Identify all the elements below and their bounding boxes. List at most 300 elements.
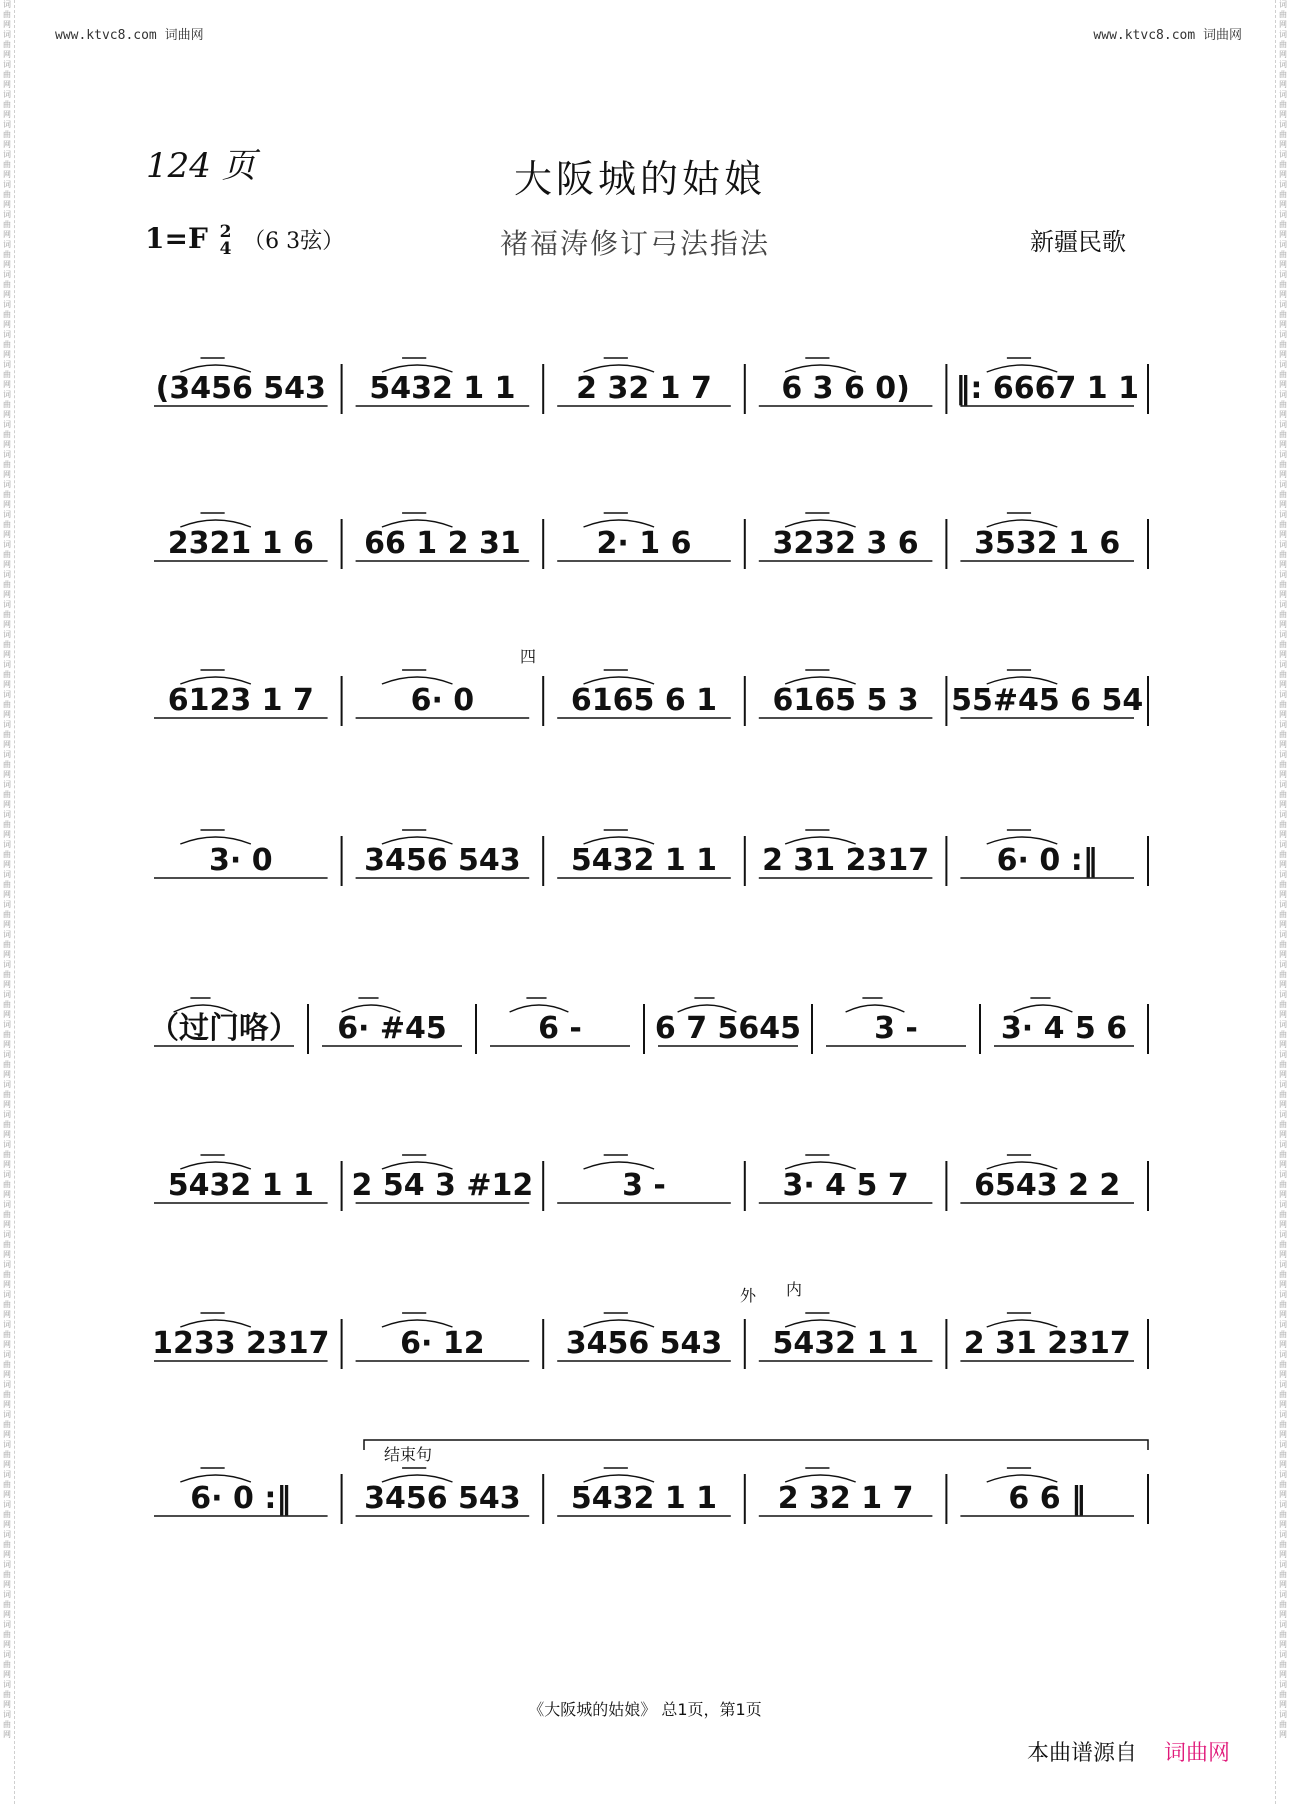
stave-line xyxy=(0,772,1290,902)
watermark-char: 曲 xyxy=(3,520,11,529)
watermark-char: 网 xyxy=(1279,50,1287,59)
watermark-char: 词 xyxy=(1279,120,1287,129)
watermark-char: 词 xyxy=(1279,1620,1287,1629)
watermark-char: 词 xyxy=(1279,1680,1287,1689)
watermark-char: 词 xyxy=(3,0,11,9)
measure-text: 2321 1 6 xyxy=(167,526,314,561)
watermark-char: 词 xyxy=(3,690,11,699)
source-label: 本曲谱源自 xyxy=(1026,1741,1137,1766)
watermark-char: 曲 xyxy=(1279,610,1287,619)
watermark-char: 词 xyxy=(3,1590,11,1599)
watermark-char: 词 xyxy=(3,1620,11,1629)
watermark-char: 词 xyxy=(3,1380,11,1389)
watermark-char: 词 xyxy=(3,900,11,909)
watermark-char: 曲 xyxy=(1279,730,1287,739)
watermark-char: 网 xyxy=(1279,200,1287,209)
watermark-char: 曲 xyxy=(3,490,11,499)
watermark-char: 网 xyxy=(3,1010,11,1019)
measure-text: 3 - xyxy=(874,1011,918,1046)
measure-text: 2 31 2317 xyxy=(963,1326,1131,1361)
measure-text: 6 - xyxy=(538,1011,582,1046)
watermark-char: 词 xyxy=(1279,210,1287,219)
watermark-char: 词 xyxy=(3,1020,11,1029)
watermark-char: 曲 xyxy=(1279,460,1287,469)
measure-text: 3· 0 xyxy=(209,843,273,878)
measure-text: 5432 1 1 xyxy=(570,843,718,878)
watermark-char: 词 xyxy=(3,1230,11,1239)
watermark-char: 曲 xyxy=(3,220,11,229)
watermark-char: 网 xyxy=(1279,380,1287,389)
watermark-char: 网 xyxy=(3,890,11,899)
measure-text: 3· 4 5 7 xyxy=(782,1168,909,1203)
watermark-char: 网 xyxy=(3,1220,11,1229)
watermark-char: 词 xyxy=(3,600,11,609)
watermark-char: 曲 xyxy=(1279,1120,1287,1129)
watermark-char: 词 xyxy=(3,1200,11,1209)
watermark-char: 曲 xyxy=(1279,910,1287,919)
watermark-char: 曲 xyxy=(1279,700,1287,709)
watermark-char: 词 xyxy=(1279,0,1287,9)
watermark-char: 词 xyxy=(3,1140,11,1149)
watermark-char: 网 xyxy=(1279,1490,1287,1499)
watermark-char: 曲 xyxy=(3,550,11,559)
watermark-char: 曲 xyxy=(1279,1210,1287,1219)
watermark-char: 词 xyxy=(1279,60,1287,69)
watermark-char: 词 xyxy=(1279,270,1287,279)
watermark-char: 网 xyxy=(1279,500,1287,509)
watermark-char: 词 xyxy=(1279,720,1287,729)
measure-text: 3232 3 6 xyxy=(772,526,919,561)
watermark-char: 词 xyxy=(3,570,11,579)
watermark-char: 曲 xyxy=(1279,1240,1287,1249)
watermark-char: 网 xyxy=(1279,1580,1287,1589)
watermark-char: 网 xyxy=(3,1610,11,1619)
watermark-char: 词 xyxy=(1279,960,1287,969)
watermark-char: 网 xyxy=(1279,710,1287,719)
stave-svg xyxy=(0,772,1290,902)
watermark-char: 词 xyxy=(3,30,11,39)
watermark-char: 曲 xyxy=(1279,1360,1287,1369)
watermark-char: 网 xyxy=(1279,80,1287,89)
watermark-char: 网 xyxy=(1279,1340,1287,1349)
watermark-char: 网 xyxy=(3,320,11,329)
watermark-char: 词 xyxy=(3,540,11,549)
watermark-char: 网 xyxy=(3,470,11,479)
watermark-char: 词 xyxy=(1279,990,1287,999)
watermark-char: 网 xyxy=(1279,1130,1287,1139)
watermark-char: 曲 xyxy=(3,1390,11,1399)
watermark-char: 网 xyxy=(3,1730,11,1739)
watermark-char: 网 xyxy=(3,1130,11,1139)
watermark-char: 词 xyxy=(3,1260,11,1269)
watermark-char: 网 xyxy=(1279,1370,1287,1379)
measure-text: 6165 5 3 xyxy=(772,683,919,718)
watermark-char: 曲 xyxy=(1279,1390,1287,1399)
watermark-char: 曲 xyxy=(3,790,11,799)
watermark-char: 网 xyxy=(3,80,11,89)
watermark-char: 词 xyxy=(1279,1140,1287,1149)
watermark-char: 曲 xyxy=(3,640,11,649)
watermark-char: 网 xyxy=(1279,350,1287,359)
watermark-char: 词 xyxy=(3,720,11,729)
watermark-char: 词 xyxy=(3,1410,11,1419)
watermark-char: 词 xyxy=(1279,810,1287,819)
watermark-char: 词 xyxy=(3,1170,11,1179)
measure-text: 55#45 6 54 xyxy=(951,683,1144,718)
watermark-char: 词 xyxy=(1279,30,1287,39)
watermark-char: 曲 xyxy=(1279,1510,1287,1519)
page-number: 124 页 xyxy=(146,146,256,186)
watermark-char: 网 xyxy=(3,1460,11,1469)
watermark-char: 曲 xyxy=(1279,850,1287,859)
watermark-char: 网 xyxy=(1279,170,1287,179)
watermark-char: 网 xyxy=(1279,740,1287,749)
watermark-char: 词 xyxy=(1279,930,1287,939)
watermark-char: 网 xyxy=(1279,290,1287,299)
watermark-char: 词 xyxy=(3,1320,11,1329)
watermark-char: 曲 xyxy=(3,1090,11,1099)
watermark-char: 网 xyxy=(3,350,11,359)
watermark-char: 词 xyxy=(1279,1110,1287,1119)
watermark-char: 词 xyxy=(3,1470,11,1479)
watermark-char: 词 xyxy=(3,1530,11,1539)
measure-text: （过门咯） xyxy=(149,1011,299,1046)
measure-text: 66 1 2 31 xyxy=(364,526,521,561)
watermark-char: 曲 xyxy=(3,1540,11,1549)
measure-text: 3456 543 xyxy=(364,843,521,878)
watermark-char: 词 xyxy=(3,840,11,849)
fourth-position-mark: 四 xyxy=(520,647,537,666)
watermark-char: 词 xyxy=(1279,1500,1287,1509)
watermark-char: 网 xyxy=(3,1190,11,1199)
genre-credit: 新疆民歌 xyxy=(1030,228,1126,256)
measure-text: 6 6 ‖ xyxy=(1008,1481,1087,1516)
watermark-char: 网 xyxy=(1279,650,1287,659)
measure-text: ‖: 6667 1 1 xyxy=(955,371,1139,406)
watermark-char: 词 xyxy=(1279,540,1287,549)
stave-svg xyxy=(0,1410,1290,1540)
watermark-char: 曲 xyxy=(1279,970,1287,979)
watermark-char: 网 xyxy=(3,1490,11,1499)
watermark-char: 词 xyxy=(1279,1200,1287,1209)
stave-line xyxy=(0,1097,1290,1227)
watermark-char: 曲 xyxy=(1279,370,1287,379)
stave-svg xyxy=(0,455,1290,585)
watermark-char: 曲 xyxy=(3,850,11,859)
watermark-char: 词 xyxy=(3,120,11,129)
watermark-char: 曲 xyxy=(3,1300,11,1309)
watermark-char: 词 xyxy=(1279,870,1287,879)
watermark-char: 网 xyxy=(1279,20,1287,29)
watermark-char: 词 xyxy=(1279,1320,1287,1329)
watermark-char: 词 xyxy=(3,1650,11,1659)
watermark-char: 曲 xyxy=(3,1120,11,1129)
watermark-char: 词 xyxy=(1279,900,1287,909)
watermark-char: 网 xyxy=(3,500,11,509)
watermark-char: 词 xyxy=(3,180,11,189)
watermark-char: 曲 xyxy=(3,1000,11,1009)
watermark-char: 网 xyxy=(3,1670,11,1679)
watermark-char: 曲 xyxy=(3,340,11,349)
watermark-char: 词 xyxy=(1279,1560,1287,1569)
watermark-char: 曲 xyxy=(3,310,11,319)
stave-line xyxy=(0,300,1290,430)
watermark-char: 曲 xyxy=(1279,760,1287,769)
measure-text: 2 31 2317 xyxy=(762,843,930,878)
watermark-char: 网 xyxy=(3,1070,11,1079)
watermark-char: 词 xyxy=(1279,300,1287,309)
watermark-char: 网 xyxy=(1279,140,1287,149)
watermark-char: 曲 xyxy=(3,460,11,469)
stave-svg xyxy=(0,1097,1290,1227)
watermark-char: 网 xyxy=(1279,230,1287,239)
watermark-char: 网 xyxy=(3,530,11,539)
watermark-char: 曲 xyxy=(1279,820,1287,829)
watermark-char: 曲 xyxy=(1279,640,1287,649)
watermark-char: 词 xyxy=(1279,510,1287,519)
watermark-char: 词 xyxy=(3,750,11,759)
watermark-char: 曲 xyxy=(1279,1570,1287,1579)
watermark-char: 词 xyxy=(1279,630,1287,639)
watermark-char: 网 xyxy=(1279,620,1287,629)
watermark-char: 网 xyxy=(1279,1310,1287,1319)
watermark-char: 曲 xyxy=(1279,40,1287,49)
watermark-char: 曲 xyxy=(1279,310,1287,319)
watermark-char: 曲 xyxy=(1279,1660,1287,1669)
watermark-char: 网 xyxy=(1279,1190,1287,1199)
watermark-char: 词 xyxy=(1279,330,1287,339)
watermark-char: 曲 xyxy=(3,70,11,79)
measure-text: (3456 543 xyxy=(155,371,326,406)
watermark-char: 词 xyxy=(1279,600,1287,609)
watermark-char: 词 xyxy=(1279,1470,1287,1479)
footer-page-info: 《大阪城的姑娘》 总1页，第1页 xyxy=(528,1700,762,1719)
watermark-char: 词 xyxy=(1279,360,1287,369)
measure-text: 3· 4 5 6 xyxy=(1000,1011,1128,1046)
watermark-char: 词 xyxy=(3,150,11,159)
watermark-char: 词 xyxy=(3,450,11,459)
watermark-char: 网 xyxy=(1279,1460,1287,1469)
watermark-char: 词 xyxy=(3,780,11,789)
watermark-char: 词 xyxy=(3,1440,11,1449)
measure-text: 3 - xyxy=(622,1168,666,1203)
measure-text: 6· 0 :‖ xyxy=(190,1481,292,1516)
watermark-char: 词 xyxy=(3,1290,11,1299)
watermark-char: 曲 xyxy=(1279,190,1287,199)
watermark-char: 词 xyxy=(1279,390,1287,399)
watermark-char: 曲 xyxy=(1279,1720,1287,1729)
measure-text: 6123 1 7 xyxy=(167,683,314,718)
watermark-char: 曲 xyxy=(1279,1180,1287,1189)
watermark-char: 曲 xyxy=(1279,250,1287,259)
watermark-char: 曲 xyxy=(1279,130,1287,139)
watermark-char: 曲 xyxy=(3,160,11,169)
watermark-char: 曲 xyxy=(3,1480,11,1489)
watermark-char: 词 xyxy=(3,270,11,279)
watermark-char: 曲 xyxy=(1279,1330,1287,1339)
watermark-char: 曲 xyxy=(1279,160,1287,169)
watermark-char: 曲 xyxy=(3,820,11,829)
watermark-char: 词 xyxy=(3,1560,11,1569)
watermark-char: 曲 xyxy=(3,1630,11,1639)
watermark-char: 网 xyxy=(3,710,11,719)
watermark-char: 词 xyxy=(3,1500,11,1509)
watermark-char: 曲 xyxy=(3,190,11,199)
watermark-char: 曲 xyxy=(3,880,11,889)
watermark-char: 曲 xyxy=(1279,340,1287,349)
watermark-char: 曲 xyxy=(1279,1030,1287,1039)
watermark-char: 词 xyxy=(1279,1380,1287,1389)
watermark-char: 曲 xyxy=(1279,1600,1287,1609)
watermark-char: 网 xyxy=(3,170,11,179)
watermark-char: 曲 xyxy=(1279,220,1287,229)
watermark-char: 词 xyxy=(3,210,11,219)
key-signature xyxy=(145,222,344,258)
measure-text: 3456 543 xyxy=(364,1481,521,1516)
watermark-char: 曲 xyxy=(3,1030,11,1039)
watermark-char: 曲 xyxy=(3,1150,11,1159)
measure-text: 6· 12 xyxy=(400,1326,485,1361)
watermark-char: 曲 xyxy=(1279,70,1287,79)
watermark-char: 网 xyxy=(1279,590,1287,599)
stave-line xyxy=(0,1410,1290,1540)
watermark-char: 词 xyxy=(3,480,11,489)
watermark-char: 曲 xyxy=(3,100,11,109)
watermark-char: 网 xyxy=(3,1100,11,1109)
watermark-char: 词 xyxy=(1279,420,1287,429)
watermark-char: 网 xyxy=(3,1310,11,1319)
watermark-char: 词 xyxy=(3,960,11,969)
measure-text: 6543 2 2 xyxy=(974,1168,1121,1203)
measure-text: 6· 0 :‖ xyxy=(996,843,1098,878)
watermark-char: 曲 xyxy=(1279,400,1287,409)
watermark-char: 网 xyxy=(3,1280,11,1289)
watermark-char: 网 xyxy=(1279,980,1287,989)
watermark-char: 曲 xyxy=(3,1240,11,1249)
watermark-char: 网 xyxy=(1279,1430,1287,1439)
watermark-char: 网 xyxy=(1279,410,1287,419)
watermark-char: 网 xyxy=(3,200,11,209)
watermark-char: 曲 xyxy=(1279,10,1287,19)
watermark-char: 网 xyxy=(1279,260,1287,269)
watermark-char: 曲 xyxy=(3,580,11,589)
watermark-char: 词 xyxy=(3,390,11,399)
watermark-char: 词 xyxy=(3,360,11,369)
stave-line xyxy=(0,612,1290,742)
watermark-char: 曲 xyxy=(3,730,11,739)
watermark-char: 词 xyxy=(1279,480,1287,489)
watermark-char: 词 xyxy=(1279,240,1287,249)
stave-svg xyxy=(0,300,1290,430)
watermark-char: 网 xyxy=(1279,890,1287,899)
watermark-char: 网 xyxy=(1279,1610,1287,1619)
watermark-char: 曲 xyxy=(1279,490,1287,499)
watermark-char: 曲 xyxy=(3,430,11,439)
site-header-right[interactable]: www.ktvc8.com 词曲网 xyxy=(1093,28,1242,43)
watermark-char: 词 xyxy=(1279,150,1287,159)
watermark-char: 曲 xyxy=(3,1660,11,1669)
watermark-char: 曲 xyxy=(3,1510,11,1519)
watermark-char: 网 xyxy=(1279,1670,1287,1679)
watermark-char: 曲 xyxy=(3,700,11,709)
watermark-char: 网 xyxy=(1279,770,1287,779)
watermark-char: 词 xyxy=(1279,1020,1287,1029)
source-credit xyxy=(1027,1736,1230,1767)
watermark-char: 词 xyxy=(1279,1170,1287,1179)
watermark-char: 词 xyxy=(1279,90,1287,99)
watermark-char: 词 xyxy=(3,810,11,819)
watermark-char: 词 xyxy=(1279,1650,1287,1659)
watermark-char: 网 xyxy=(1279,560,1287,569)
watermark-char: 网 xyxy=(3,590,11,599)
watermark-char: 曲 xyxy=(3,1570,11,1579)
watermark-char: 曲 xyxy=(1279,1630,1287,1639)
watermark-char: 词 xyxy=(3,660,11,669)
watermark-char: 词 xyxy=(3,420,11,429)
watermark-char: 曲 xyxy=(1279,280,1287,289)
measure-text: 3532 1 6 xyxy=(974,526,1121,561)
watermark-char: 网 xyxy=(3,1430,11,1439)
watermark-char: 网 xyxy=(1279,1700,1287,1709)
watermark-char: 曲 xyxy=(3,1600,11,1609)
watermark-char: 曲 xyxy=(1279,1300,1287,1309)
watermark-char: 网 xyxy=(3,650,11,659)
watermark-char: 词 xyxy=(1279,660,1287,669)
watermark-char: 曲 xyxy=(3,1060,11,1069)
watermark-char: 曲 xyxy=(3,370,11,379)
site-header-left[interactable]: www.ktvc8.com 词曲网 xyxy=(55,28,204,43)
stave-line xyxy=(0,940,1290,1070)
watermark-char: 曲 xyxy=(1279,1540,1287,1549)
watermark-char: 曲 xyxy=(3,1180,11,1189)
watermark-char: 词 xyxy=(3,1050,11,1059)
watermark-char: 网 xyxy=(3,1370,11,1379)
watermark-char: 网 xyxy=(1279,1160,1287,1169)
watermark-char: 曲 xyxy=(1279,1150,1287,1159)
watermark-char: 网 xyxy=(3,380,11,389)
watermark-char: 曲 xyxy=(1279,550,1287,559)
measure-text: 2 54 3 #12 xyxy=(351,1168,534,1203)
measure-text: 2· 1 6 xyxy=(596,526,692,561)
watermark-char: 词 xyxy=(1279,450,1287,459)
watermark-char: 曲 xyxy=(3,610,11,619)
watermark-char: 曲 xyxy=(3,400,11,409)
watermark-char: 曲 xyxy=(3,1720,11,1729)
outer-string-mark: 外 xyxy=(740,1286,757,1305)
watermark-char: 曲 xyxy=(1279,1450,1287,1459)
watermark-char: 网 xyxy=(3,50,11,59)
watermark-char: 曲 xyxy=(3,910,11,919)
watermark-char: 网 xyxy=(1279,860,1287,869)
watermark-char: 网 xyxy=(1279,320,1287,329)
watermark-char: 网 xyxy=(3,1250,11,1259)
tuning: （6 3弦） xyxy=(243,229,345,254)
watermark-char: 网 xyxy=(3,800,11,809)
watermark-char: 曲 xyxy=(1279,790,1287,799)
watermark-char: 词 xyxy=(3,1080,11,1089)
watermark-char: 词 xyxy=(3,930,11,939)
watermark-char: 曲 xyxy=(1279,1090,1287,1099)
watermark-char: 网 xyxy=(3,410,11,419)
measure-text: 2 32 1 7 xyxy=(777,1481,914,1516)
ending-label: 结束句 xyxy=(384,1445,433,1464)
watermark-char: 词 xyxy=(3,630,11,639)
watermark-char: 词 xyxy=(3,330,11,339)
source-brand[interactable]: 词曲网 xyxy=(1163,1741,1230,1766)
watermark-char: 网 xyxy=(1279,1520,1287,1529)
watermark-char: 曲 xyxy=(3,130,11,139)
watermark-char: 词 xyxy=(1279,1710,1287,1719)
